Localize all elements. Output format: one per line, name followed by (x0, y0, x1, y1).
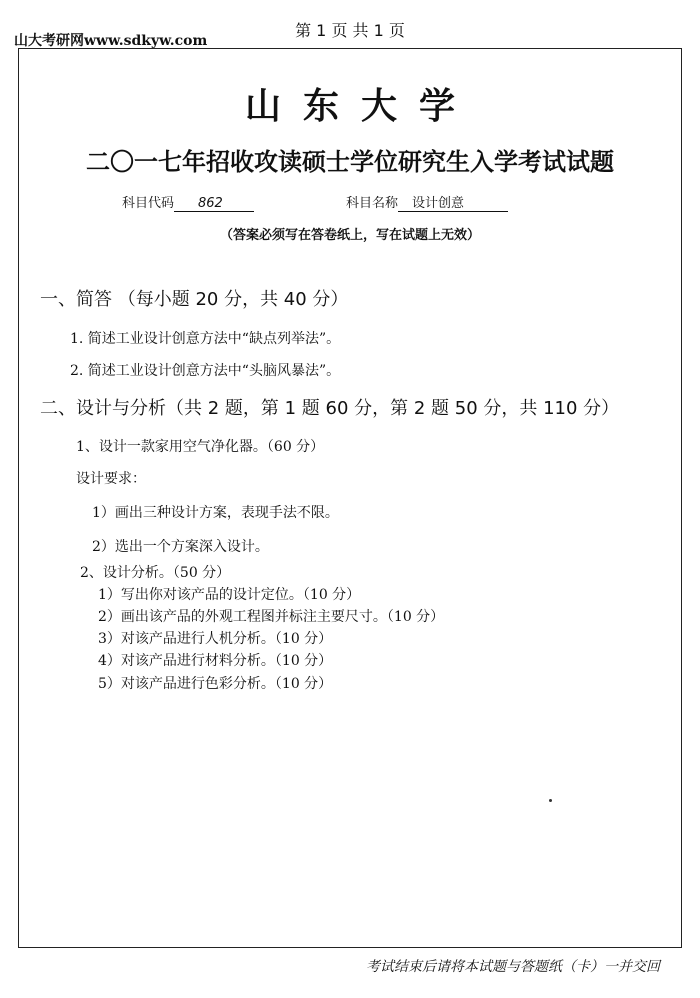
page-frame (18, 48, 682, 948)
subject-code (122, 192, 254, 212)
question-1-1: 1. 简述工业设计创意方法中“缺点列举法”。 (70, 331, 341, 347)
subject-name-label: 科目名称 (346, 196, 399, 211)
question-1-2: 2. 简述工业设计创意方法中“头脑风暴法”。 (70, 363, 341, 379)
analysis-item-5: 5）对该产品进行色彩分析。（10 分） (98, 676, 333, 692)
subject-name-value: 设计创意 (398, 192, 508, 212)
question-2-2: 2、设计分析。（50 分） (80, 565, 231, 581)
requirement-1: 1）画出三种设计方案，表现手法不限。 (92, 505, 339, 521)
analysis-item-3: 3）对该产品进行人机分析。（10 分） (98, 631, 333, 647)
section-2-heading: 二、设计与分析（共 2 题，第 1 题 60 分，第 2 题 50 分，共 110 分） (40, 398, 620, 419)
design-requirements-label: 设计要求： (76, 471, 146, 487)
subject-code-label: 科目代码 (122, 196, 175, 211)
footer-note: 考试结束后请将本试题与答题纸（卡）一并交回 (366, 959, 660, 975)
section-1-heading: 一、简答 （每小题 20 分，共 40 分） (40, 289, 349, 310)
analysis-item-1: 1）写出你对该产品的设计定位。（10 分） (98, 587, 361, 603)
analysis-item-2: 2）画出该产品的外观工程图并标注主要尺寸。（10 分） (98, 609, 445, 625)
requirement-2: 2）选出一个方案深入设计。 (92, 539, 269, 555)
university-title: 山东大学 (244, 85, 477, 127)
analysis-item-4: 4）对该产品进行材料分析。（10 分） (98, 653, 333, 669)
question-2-1: 1、设计一款家用空气净化器。（60 分） (76, 439, 325, 455)
subject-code-value: 862 (174, 196, 254, 212)
page-info: 第 1 页 共 1 页 (295, 21, 405, 40)
watermark: 山大考研网www.sdkyw.com (14, 33, 208, 49)
subject-name (346, 192, 508, 212)
scan-speck (549, 799, 552, 802)
exam-title: 二〇一七年招收攻读硕士学位研究生入学考试试题 (86, 147, 614, 176)
answer-notice: （答案必须写在答卷纸上，写在试题上无效） (219, 228, 480, 243)
